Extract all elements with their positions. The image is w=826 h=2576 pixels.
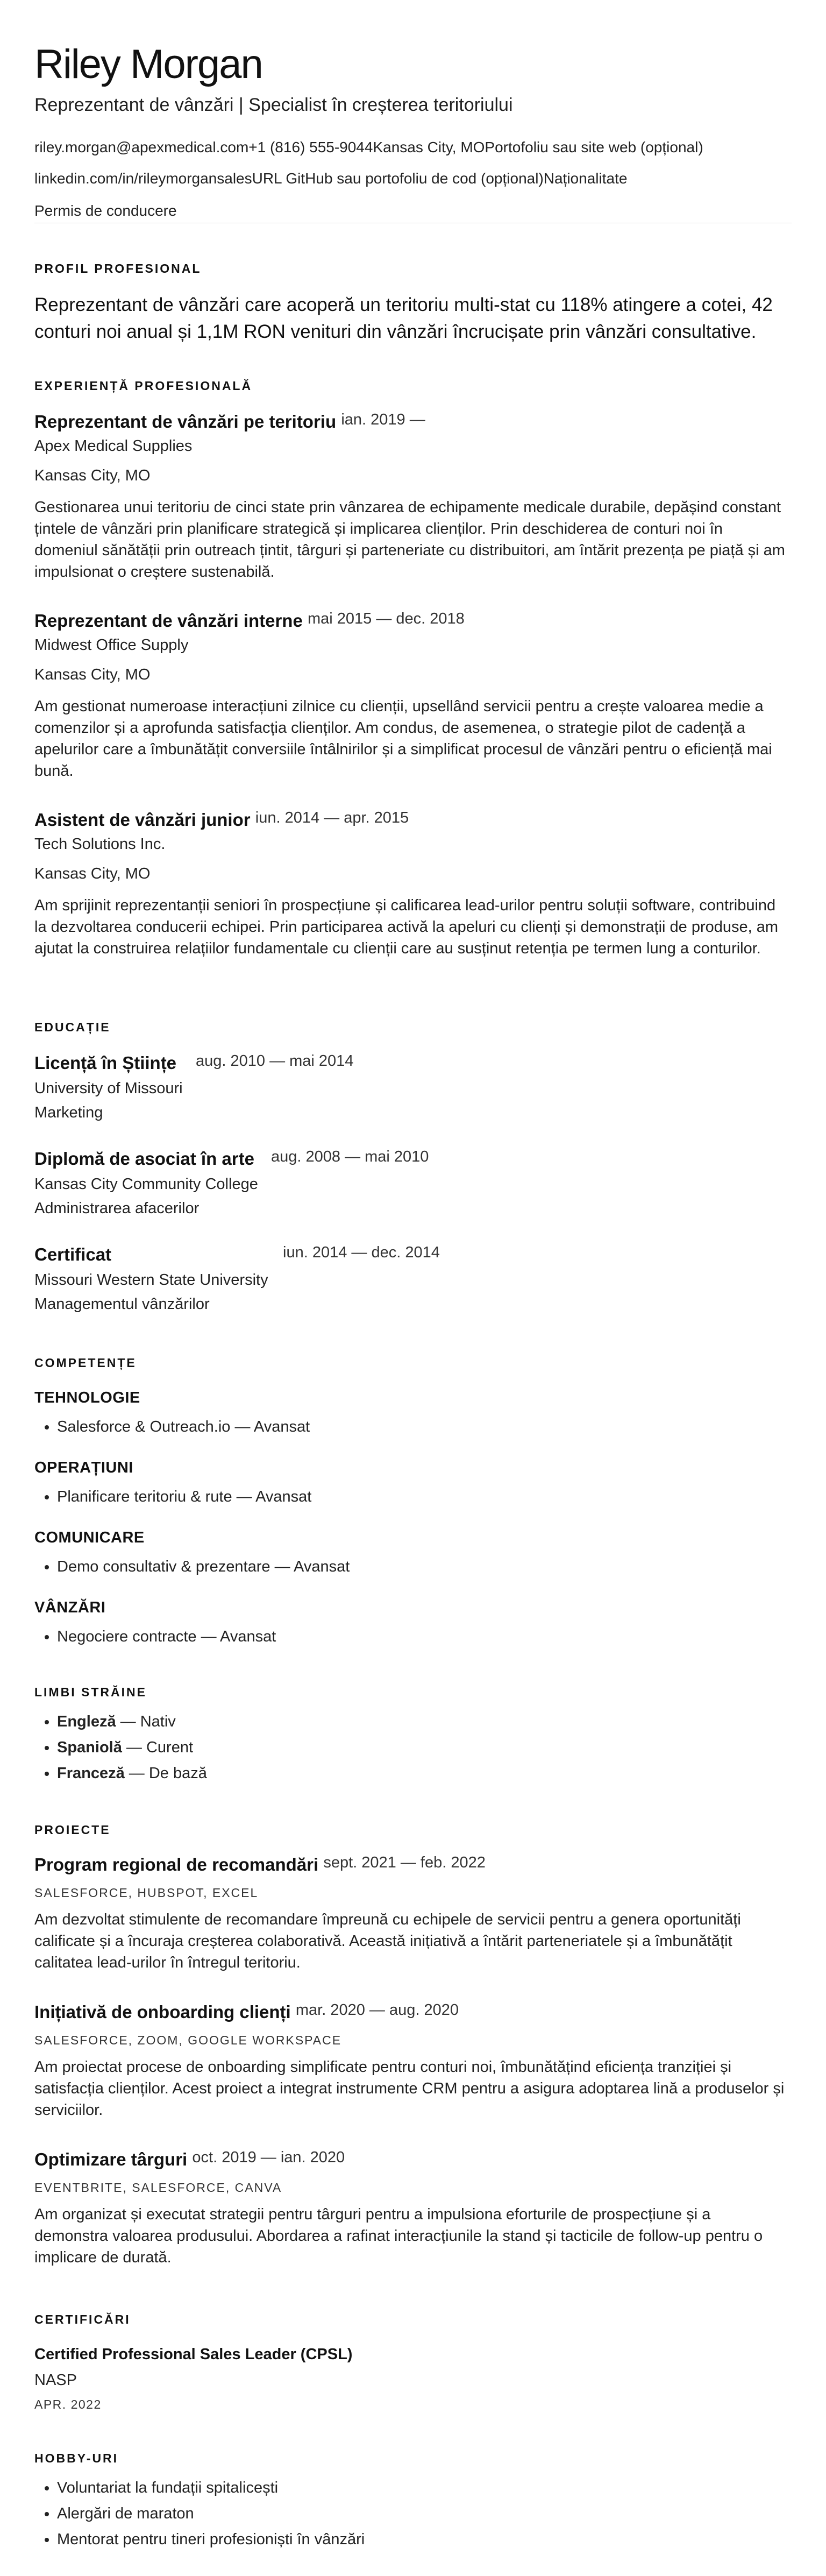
hobby-item: • Mentorat pentru tineri profesioniști în vânzări bbox=[57, 2529, 365, 2550]
edu-degree: Certificat bbox=[34, 1244, 112, 1264]
project-dates: mar. 2020 — aug. 2020 bbox=[295, 2001, 459, 2019]
job-company: Midwest Office Supply bbox=[34, 636, 189, 654]
edu-field: Marketing bbox=[34, 1104, 103, 1121]
job-location: Kansas City, MO bbox=[34, 666, 151, 683]
job-location: Kansas City, MO bbox=[34, 467, 151, 484]
skill-list bbox=[34, 1626, 276, 1647]
education-item bbox=[34, 1244, 792, 1313]
job-company: Apex Medical Supplies bbox=[34, 437, 193, 455]
experience-item bbox=[34, 610, 792, 782]
section-title-profile: PROFIL PROFESIONAL bbox=[34, 261, 202, 275]
job-dates: ian. 2019 — bbox=[341, 411, 425, 428]
skill-list bbox=[34, 1416, 310, 1438]
project-name: Optimizare târguri bbox=[34, 2149, 188, 2169]
certification-issuer: NASP bbox=[34, 2372, 77, 2389]
skill-item: • Planificare teritoriu & rute — Avansat bbox=[57, 1486, 311, 1508]
project-item bbox=[34, 2149, 792, 2268]
project-item bbox=[34, 1854, 792, 1973]
project-tech: SALESFORCE, ZOOM, GOOGLE WORKSPACE bbox=[34, 2033, 342, 2047]
contact-line-2: linkedin.com/in/rileymorgansalesURL GitHub sau portofoliu de cod (opțional)Naționalitate bbox=[34, 170, 628, 187]
language-name: Spaniolă bbox=[57, 1739, 122, 1756]
language-item bbox=[57, 1711, 207, 1732]
job-location: Kansas City, MO bbox=[34, 865, 151, 882]
skill-category: VÂNZĂRI bbox=[34, 1599, 106, 1616]
edu-degree: Licență în Științe bbox=[34, 1053, 177, 1073]
section-title-hobbies: HOBBY-URI bbox=[34, 2451, 119, 2465]
contact-line-1: riley.morgan@apexmedical.com+1 (816) 555-9044Kansas City, MOPortofoliu sau site web (opțional) bbox=[34, 139, 703, 155]
certification-date: APR. 2022 bbox=[34, 2397, 102, 2411]
skill-category: OPERAȚIUNI bbox=[34, 1459, 133, 1476]
language-level: — Nativ bbox=[116, 1713, 176, 1730]
skill-category: TEHNOLOGIE bbox=[34, 1389, 140, 1406]
skill-item: • Salesforce & Outreach.io — Avansat bbox=[57, 1416, 310, 1438]
job-description: Am sprijinit reprezentanții seniori în prospecțiune și calificarea lead-urilor pentru soluții software, contribuind la dezvoltarea conducerii echipei. Prin participarea activă la apeluri cu clienți și demonstrații de produse, am ajutat la construirea relațiilor fundamentale cu clienții care au susținut retenția pe termen lung a conturilor. bbox=[34, 897, 779, 957]
edu-dates: aug. 2008 — mai 2010 bbox=[271, 1148, 429, 1165]
job-description: Gestionarea unui teritoriu de cinci state prin vânzarea de echipamente medicale durabile, depășind constant țintele de vânzări prin planificare strategică și implicarea clienților. Prin deschiderea de conturi noi în domeniul sănătății prin outreach țintit, târguri și parteneriate cu distribuitori, am întărit prezența pe piață și am impulsionat o creștere sustenabilă. bbox=[34, 499, 785, 581]
edu-school: University of Missouri bbox=[34, 1080, 183, 1097]
education-item bbox=[34, 1052, 792, 1122]
certification-name: Certified Professional Sales Leader (CPSL) bbox=[34, 2346, 353, 2363]
job-dates: iun. 2014 — apr. 2015 bbox=[255, 809, 409, 826]
language-name: Franceză bbox=[57, 1765, 125, 1782]
experience-item bbox=[34, 809, 792, 959]
skill-item: • Negociere contracte — Avansat bbox=[57, 1626, 276, 1647]
project-description: Am proiectat procese de onboarding simplificate pentru conturi noi, îmbunătățind eficiența tranziției și satisfacția clienților. Acest proiect a integrat instrumente CRM pentru a asigura adoptarea lină a produselor și serviciilor. bbox=[34, 2058, 785, 2119]
project-name: Inițiativă de onboarding clienți bbox=[34, 2002, 291, 2022]
project-dates: oct. 2019 — ian. 2020 bbox=[192, 2149, 345, 2166]
language-list bbox=[34, 1711, 207, 1784]
project-dates: sept. 2021 — feb. 2022 bbox=[323, 1854, 486, 1871]
hobby-item: • Voluntariat la fundații spitalicești bbox=[57, 2477, 365, 2499]
project-tech: SALESFORCE, HUBSPOT, EXCEL bbox=[34, 1886, 259, 1900]
project-description: Am organizat și executat strategii pentru târguri pentru a impulsiona eforturile de prospecțiune și a demonstra valoarea produsului. Abordarea a rafinat interacțiunile la stand și tacticile de follow-up pentru o implicare de durată. bbox=[34, 2206, 763, 2266]
job-description: Am gestionat numeroase interacțiuni zilnice cu clienții, upsellând servicii pentru a crește valoarea medie a comenzilor și a aprofunda satisfacția clienților. Am condus, de asemenea, o strategie pilot de cadență a apelurilor care a îmbunătățit conversiile întâlnirilor și a simplificat procesul de vânzări pentru o eficiență mai bună. bbox=[34, 698, 772, 780]
language-item bbox=[57, 1763, 207, 1784]
language-level: — Curent bbox=[122, 1739, 194, 1756]
edu-dates: iun. 2014 — dec. 2014 bbox=[283, 1244, 440, 1261]
job-role: Reprezentant de vânzări pe teritoriu bbox=[34, 412, 337, 431]
language-level: — De bază bbox=[124, 1765, 207, 1782]
edu-school: Missouri Western State University bbox=[34, 1271, 268, 1289]
project-tech: EVENTBRITE, SALESFORCE, CANVA bbox=[34, 2181, 282, 2195]
edu-school: Kansas City Community College bbox=[34, 1176, 258, 1193]
candidate-name: Riley Morgan bbox=[34, 41, 262, 87]
language-item bbox=[57, 1737, 207, 1758]
language-name: Engleză bbox=[57, 1713, 116, 1730]
section-title-projects: PROIECTE bbox=[34, 1823, 111, 1837]
project-name: Program regional de recomandări bbox=[34, 1855, 319, 1874]
edu-dates: aug. 2010 — mai 2014 bbox=[196, 1052, 354, 1070]
job-dates: mai 2015 — dec. 2018 bbox=[307, 610, 465, 627]
job-role: Reprezentant de vânzări interne bbox=[34, 611, 303, 631]
education-item bbox=[34, 1148, 792, 1218]
section-title-education: EDUCAȚIE bbox=[34, 1020, 111, 1034]
contact-line-3: Permis de conducere bbox=[34, 202, 177, 219]
hobby-item: • Alergări de maraton bbox=[57, 2503, 365, 2524]
profile-summary: Reprezentant de vânzări care acoperă un teritoriu multi-stat cu 118% atingere a cotei, 42 conturi noi anual și 1,1M RON venituri din vânzări încrucișate prin vânzări consultative. bbox=[34, 294, 773, 342]
skill-list bbox=[34, 1556, 350, 1577]
candidate-title: Reprezentant de vânzări | Specialist în creșterea teritoriului bbox=[34, 95, 513, 115]
section-title-experience: EXPERIENȚĂ PROFESIONALĂ bbox=[34, 379, 253, 393]
edu-degree: Diplomă de asociat în arte bbox=[34, 1149, 254, 1169]
project-description: Am dezvoltat stimulente de recomandare împreună cu echipele de servicii pentru a genera oportunități calificate și a încuraja creșterea colaborativă. Această inițiativă a întărit parteneriatele și a îmbunătățit calitatea lead-urilor în întregul teritoriu. bbox=[34, 1911, 741, 1971]
skill-category: COMUNICARE bbox=[34, 1529, 145, 1546]
edu-field: Administrarea afacerilor bbox=[34, 1200, 200, 1217]
skill-list bbox=[34, 1486, 311, 1508]
skill-item: • Demo consultativ & prezentare — Avansat bbox=[57, 1556, 350, 1577]
project-item bbox=[34, 2001, 792, 2121]
job-company: Tech Solutions Inc. bbox=[34, 836, 166, 853]
section-title-certifications: CERTIFICĂRI bbox=[34, 2312, 131, 2326]
section-title-skills: COMPETENȚE bbox=[34, 1356, 137, 1370]
experience-item bbox=[34, 411, 792, 583]
job-role: Asistent de vânzări junior bbox=[34, 810, 251, 830]
hobby-list bbox=[34, 2477, 365, 2550]
section-title-languages: LIMBI STRĂINE bbox=[34, 1685, 147, 1699]
edu-field: Managementul vânzărilor bbox=[34, 1296, 210, 1313]
